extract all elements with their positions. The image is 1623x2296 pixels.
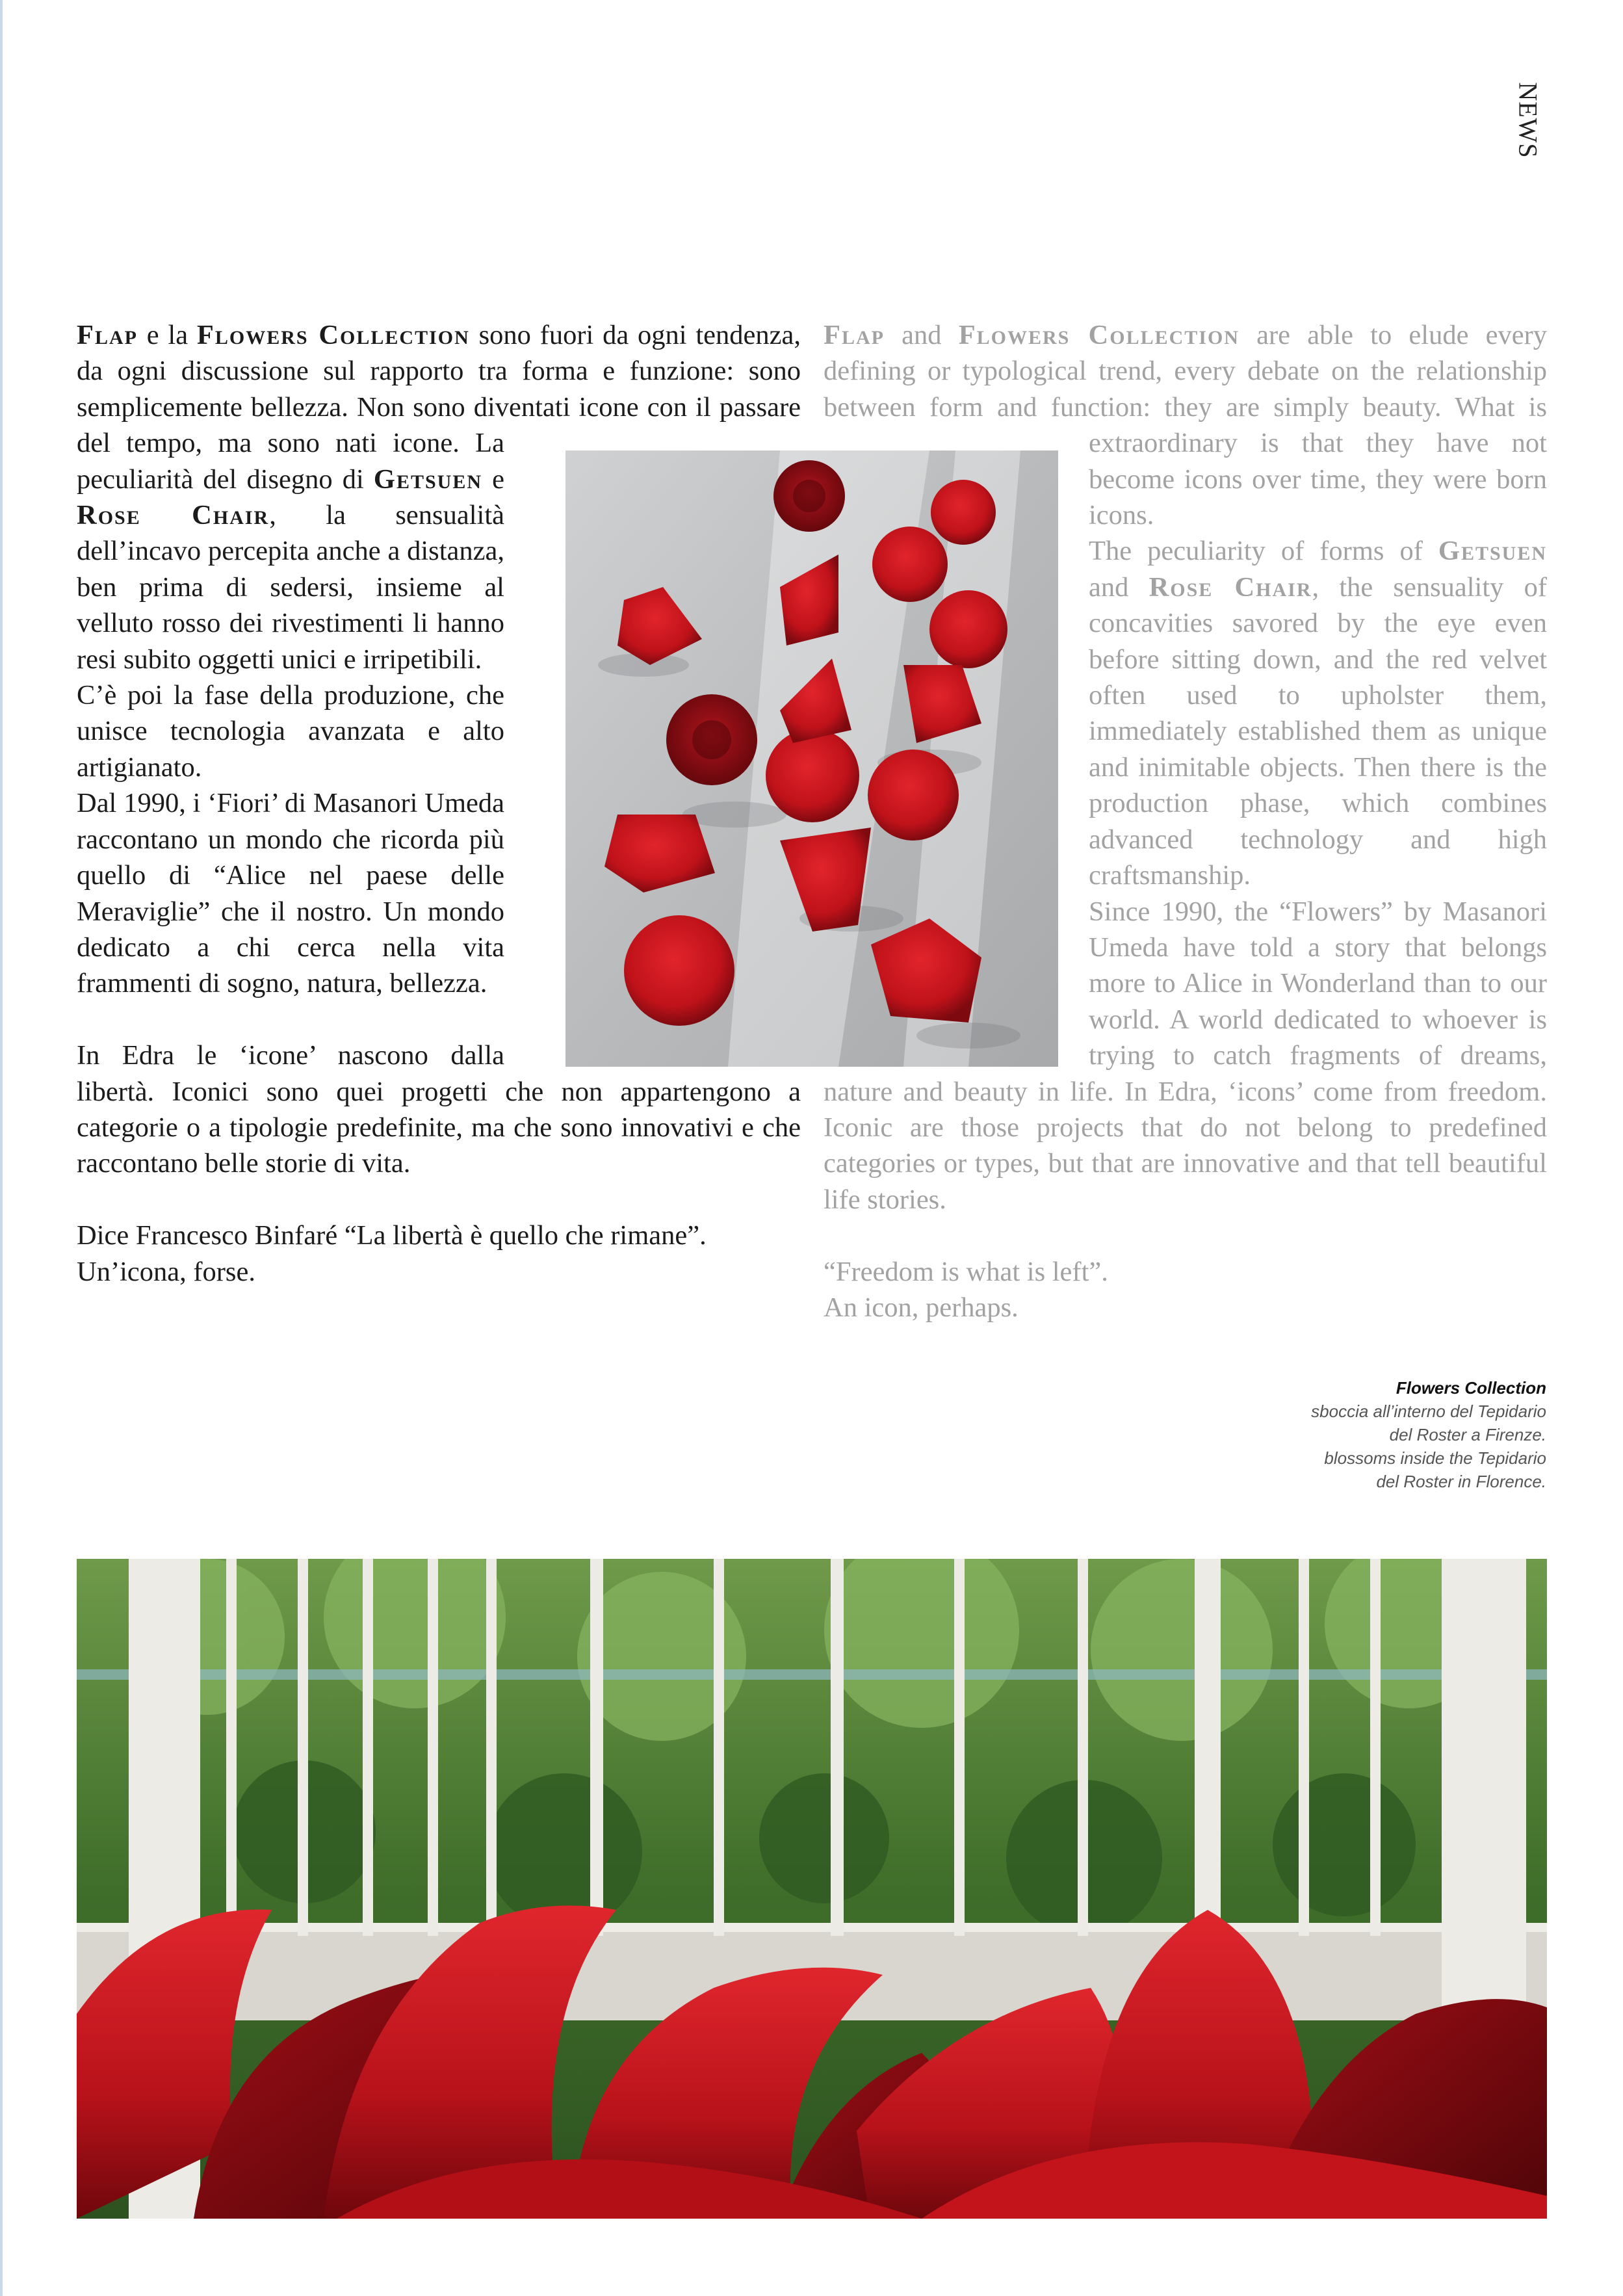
tepidario-greenhouse-photo xyxy=(77,1559,1547,2219)
caption-italian-line-1: sboccia all’interno del Tepidario xyxy=(1311,1402,1546,1421)
italian-closing: Un’icona, forse. xyxy=(77,1256,255,1287)
english-quote: “Freedom is what is left”. xyxy=(824,1256,1108,1287)
italian-paragraph-1: Flap e la Flowers Collection sono fuori da ogni tendenza, da ogni discussione sul rapporto tra forma e funzione: sono semplicemente bellezza. Non sono diventati icone con il passare del tempo, ma sono nati icone. La peculiarità del disegno di Getsuen e Rose Chair, la sensualità dell’incavo percepita anche a distanza, ben prima di sedersi, insieme al velluto rosso dei rivestimenti li hanno resi subito oggetti unici e irripetibili. xyxy=(77,320,801,675)
paragraph-gap xyxy=(824,1218,1547,1253)
caption-title: Flowers Collection xyxy=(1396,1378,1546,1398)
italian-paragraph-3: Dal 1990, i ‘Fiori’ di Masanori Umeda raccontano un mondo che ricorda più quello di “Alice nel paese delle Meraviglie” che il nostro. Un mondo dedicato a chi cerca nella vita frammenti di sogno, natura, bellezza. xyxy=(77,788,504,999)
english-paragraph-3: Since 1990, the “Flowers” by Masanori Umeda have told a story that belongs more to Alice in Wonderland than to our world. A world dedicated to whoever is trying to catch fragments of dreams, nature and beauty in life. In Edra, ‘icons’ come from freedom. Iconic are those projects that do not belong to predefined categories or types, but that are innovative and that tell beautiful life stories. xyxy=(824,896,1547,1215)
italian-paragraph-4: In Edra le ‘icone’ nascono dalla libertà. Iconici sono quei progetti che non appartengono a categorie o a tipologie predefinite, ma che sono innovativi e che raccontano belle storie di vita. xyxy=(77,1040,801,1179)
photo-caption xyxy=(1221,1376,1546,1493)
section-label: NEWS xyxy=(1513,82,1543,159)
caption-english-line-1: blossoms inside the Tepidario xyxy=(1324,1448,1546,1468)
page-edge-stripe xyxy=(0,0,3,2296)
english-paragraph-2: The peculiarity of forms of Getsuen and Rose Chair, the sensuality of concavities savored by the eye even before sitting down, and the red velvet often used to upholster them, immediately established them as unique and inimitable objects. Then there is the production phase, which combines advanced technology and high craftsmanship. xyxy=(1089,536,1547,891)
italian-paragraph-2: C’è poi la fase della produzione, che unisce tecnologia avanzata e alto artigianato. xyxy=(77,680,504,783)
caption-english-line-2: del Roster in Florence. xyxy=(1376,1472,1546,1491)
flowers-collection-floor-photo xyxy=(565,450,1058,1067)
english-paragraph-1: Flap and Flowers Collection are able to elude every defining or typological trend, every debate on the relationship between form and function: they are simply beauty. What is extraordinary is that they have not become icons over time, they were born icons. xyxy=(824,320,1548,531)
italian-quote: Dice Francesco Binfaré “La libertà è quello che rimane”. xyxy=(77,1220,707,1251)
caption-italian-line-2: del Roster a Firenze. xyxy=(1389,1425,1546,1444)
paragraph-gap xyxy=(77,1182,801,1218)
english-closing: An icon, perhaps. xyxy=(824,1292,1019,1323)
